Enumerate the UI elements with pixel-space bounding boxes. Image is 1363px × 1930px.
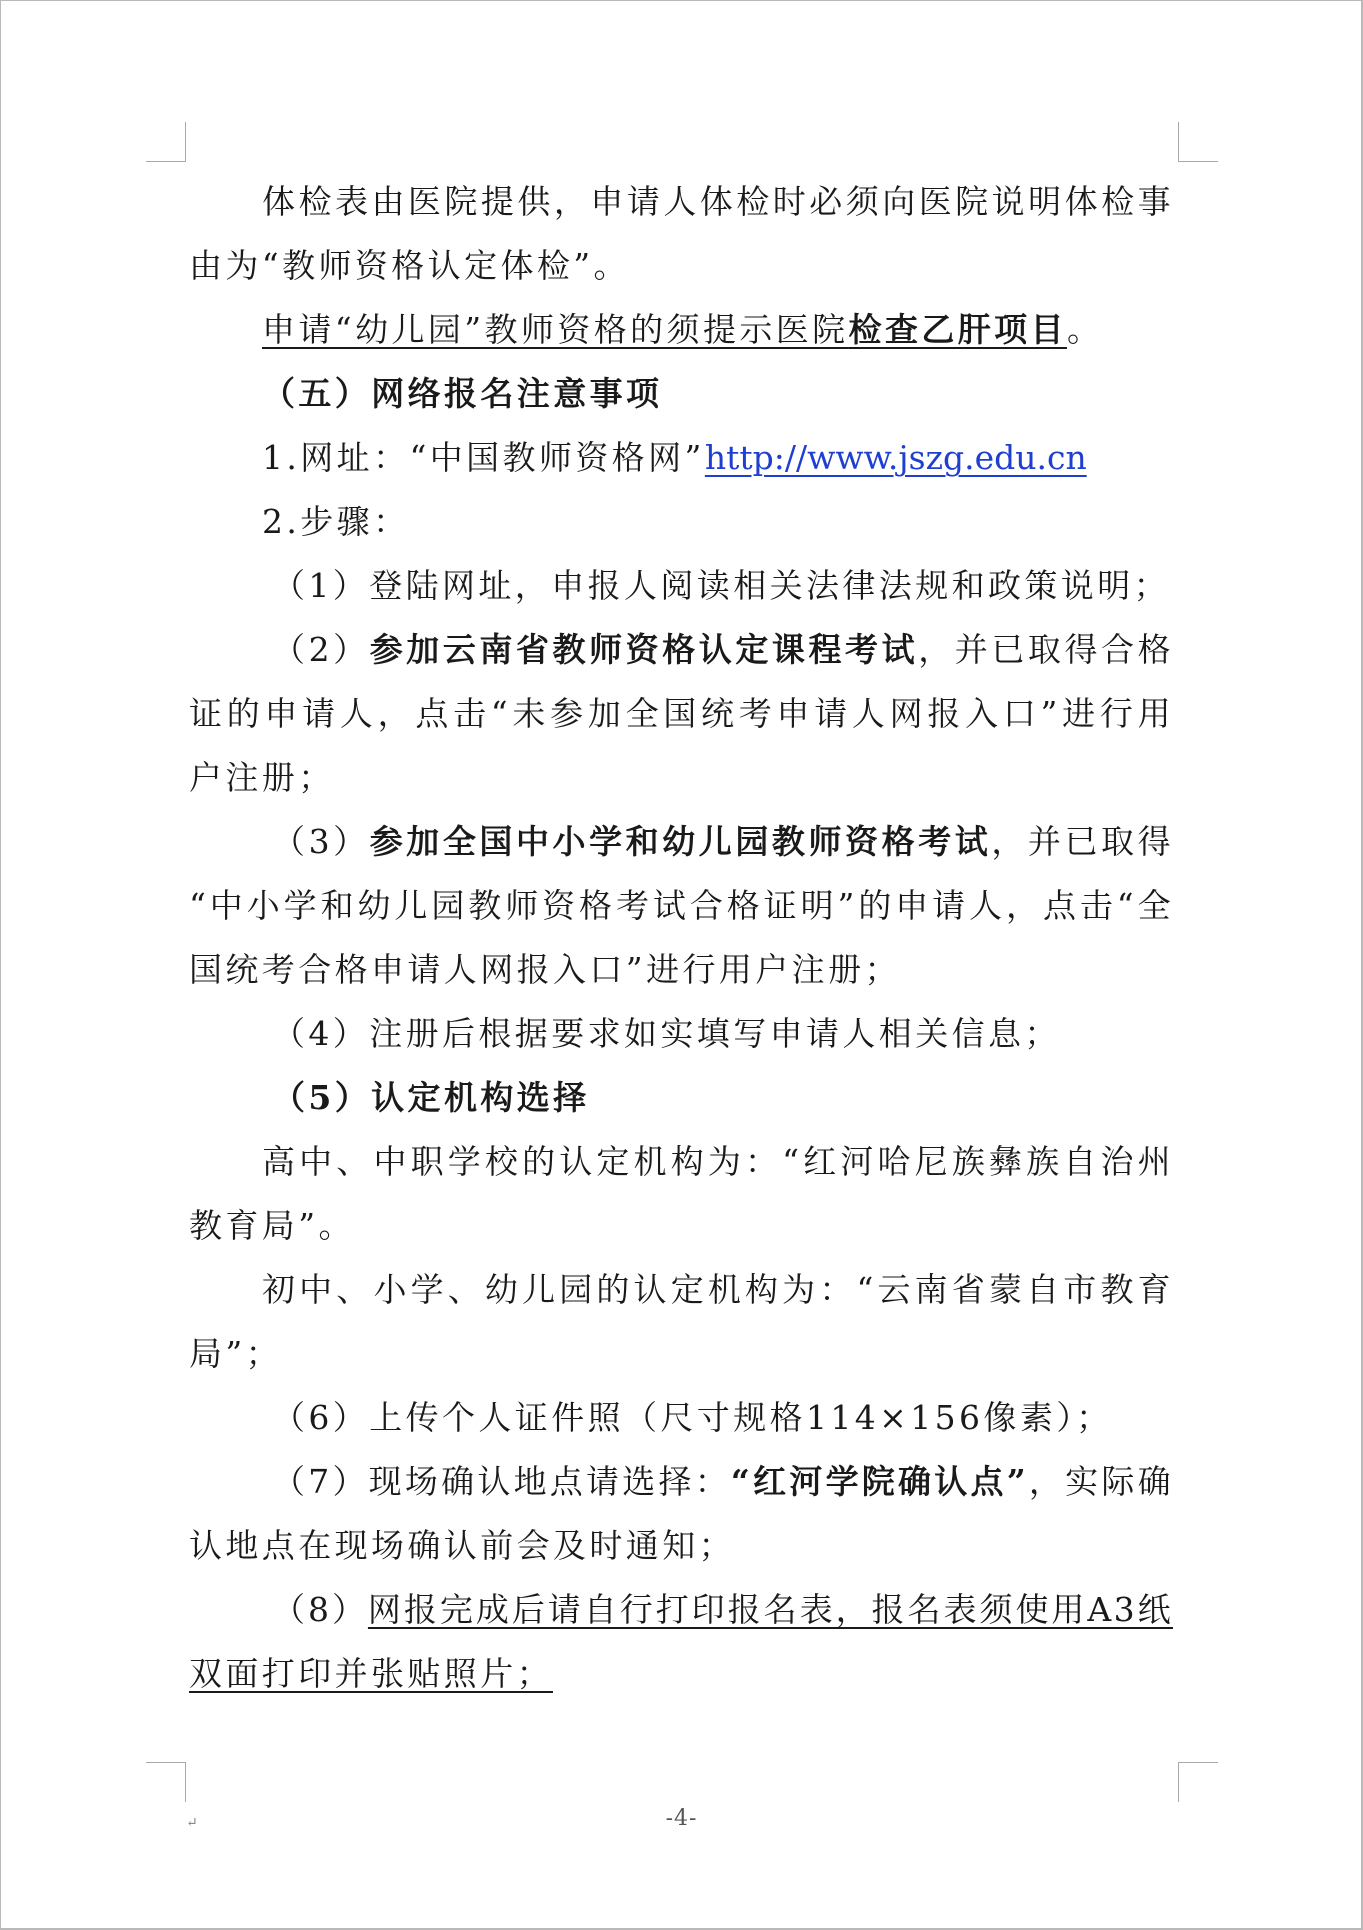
text-line (189, 490, 1173, 554)
margin-corner-top-left (146, 122, 186, 162)
line-text: “中小学和幼儿园教师资格考试合格证明”的申请人，点击“全 (189, 886, 1173, 925)
line-text: 教育局”。 (189, 1206, 355, 1245)
line-text: （五）网络报名注意事项 (262, 374, 663, 413)
text-segment: （7）现场确认地点请选择： (272, 1462, 731, 1501)
page-number: -4- (665, 1806, 698, 1831)
text-segment: ，并已取得 (991, 822, 1173, 861)
line-text: 证的申请人，点击“未参加全国统考申请人网报入口”进行用 (189, 694, 1173, 733)
text-line (189, 938, 1173, 1002)
line-text: 国统考合格申请人网报入口”进行用户注册； (189, 950, 901, 989)
text-line (189, 1642, 1173, 1706)
text-line (189, 1066, 1173, 1130)
text-line (189, 554, 1173, 618)
text-segment: （2） (272, 630, 370, 669)
text-segment: ，并已取得合格 (918, 630, 1173, 669)
page-edge-top (0, 0, 1363, 1)
text-line (189, 1130, 1173, 1194)
paragraph-mark: ↵ (186, 1815, 198, 1831)
line-text: 体检表由医院提供，申请人体检时必须向医院说明体检事 (262, 182, 1173, 221)
margin-corner-bottom-left (146, 1762, 186, 1802)
text-line (189, 170, 1173, 234)
line-text: 高中、中职学校的认定机构为：“红河哈尼族彝族自治州 (262, 1142, 1173, 1181)
text-line (189, 1258, 1173, 1322)
text-line (189, 682, 1173, 746)
text-line (189, 1322, 1173, 1386)
margin-corner-top-right (1178, 122, 1218, 162)
line-text: 双面打印并张贴照片； (189, 1654, 553, 1693)
text-line (189, 1194, 1173, 1258)
text-line (189, 810, 1173, 874)
text-segment: 申请“幼儿园”教师资格的须提示医院 (262, 310, 849, 349)
text-line (189, 618, 1173, 682)
bold-text: 参加云南省教师资格认定课程考试 (369, 630, 919, 669)
text-segment: （3） (272, 822, 370, 861)
bold-text: 参加全国中小学和幼儿园教师资格考试 (369, 822, 992, 861)
line-text: 初中、小学、幼儿园的认定机构为：“云南省蒙自市教育 (262, 1270, 1173, 1309)
text-line (189, 1578, 1173, 1642)
text-line (189, 234, 1173, 298)
text-line (189, 1002, 1173, 1066)
text-line (189, 426, 1173, 490)
line-text: 户注册； (189, 758, 335, 797)
text-line (189, 298, 1173, 362)
text-segment: 1.网址：“中国教师资格网” (262, 438, 705, 477)
text-line (189, 874, 1173, 938)
bold-text: “红河学院确认点” (730, 1462, 1029, 1501)
line-text: 局”； (189, 1334, 283, 1373)
bold-text: 检查乙肝项目 (848, 310, 1067, 349)
line-text: （6）上传个人证件照（尺寸规格114×156像素）； (272, 1398, 1113, 1437)
page-edge-left (0, 0, 1, 1930)
text-line (189, 1386, 1173, 1450)
text-line (189, 1450, 1173, 1514)
margin-corner-bottom-right (1178, 1762, 1218, 1802)
line-text: 由为“教师资格认定体检”。 (189, 246, 630, 285)
document-body (189, 170, 1173, 1706)
text-line (189, 746, 1173, 810)
text-segment: ，实际确 (1028, 1462, 1173, 1501)
text-segment: （8） (272, 1590, 368, 1629)
line-text: （5）认定机构选择 (272, 1078, 590, 1117)
text-segment: 。 (1066, 310, 1104, 349)
text-segment: 网报完成后请自行打印报名表，报名表须使用A3纸 (367, 1590, 1173, 1629)
line-text: （4）注册后根据要求如实填写申请人相关信息； (272, 1014, 1061, 1053)
line-text: （1）登陆网址，申报人阅读相关法律法规和政策说明； (272, 566, 1170, 605)
website-link[interactable]: http://www.jszg.edu.cn (704, 438, 1087, 477)
line-text: 认地点在现场确认前会及时通知； (189, 1526, 735, 1565)
text-line (189, 1514, 1173, 1578)
line-text: 2.步骤： (262, 502, 410, 541)
text-line (189, 362, 1173, 426)
